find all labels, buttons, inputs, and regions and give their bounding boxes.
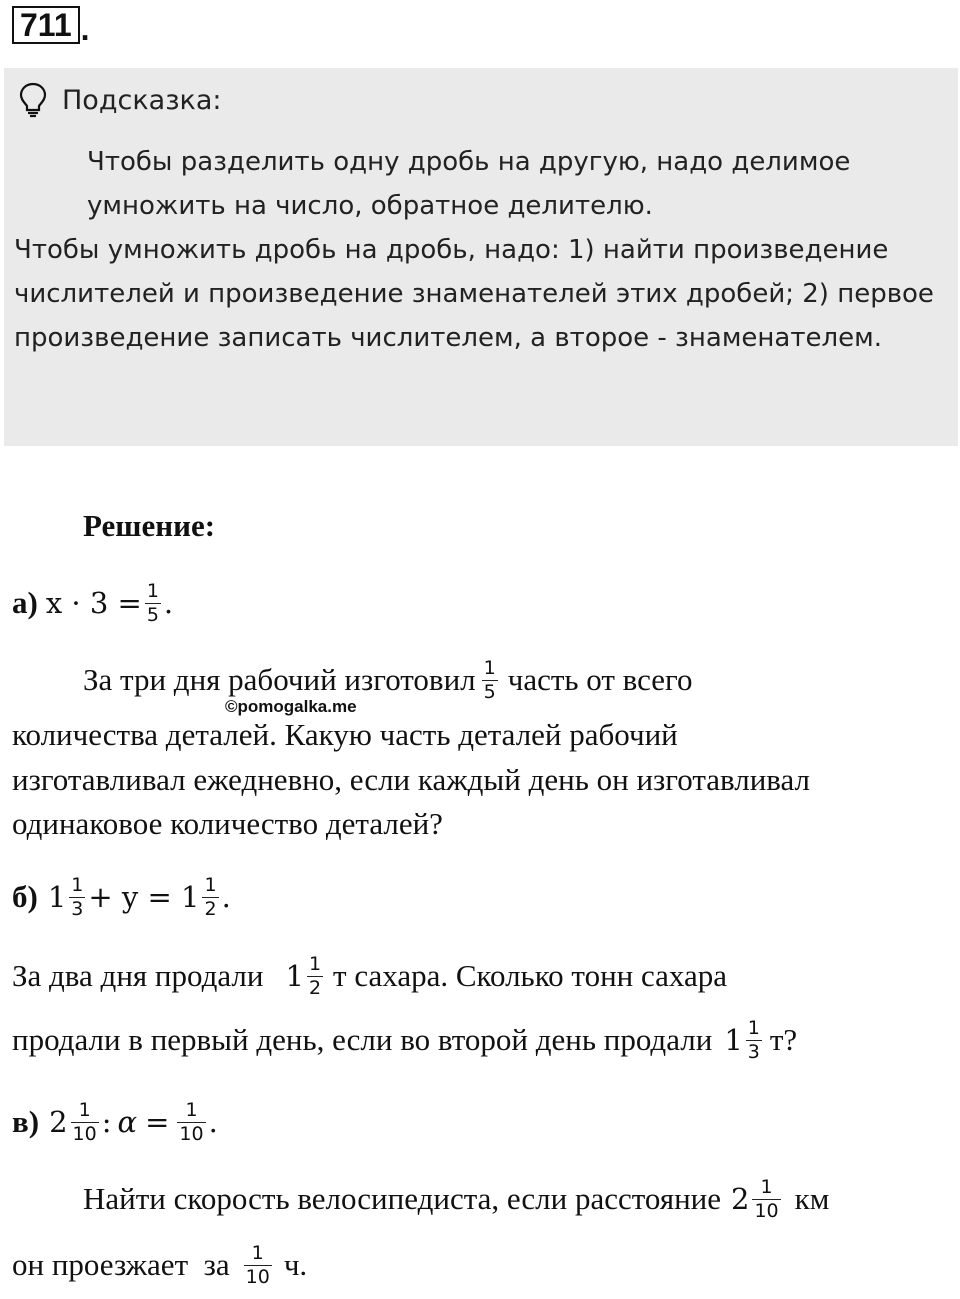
text: продали в первый день, если во второй день продали xyxy=(12,1022,713,1057)
fraction xyxy=(746,1017,762,1064)
fraction-numerator: 1 xyxy=(146,579,159,602)
fraction-numerator: 1 xyxy=(760,1175,773,1198)
variable-alpha: α xyxy=(117,1105,138,1139)
problem-c-line-1 xyxy=(83,1170,829,1228)
whole-number: 1 xyxy=(47,880,67,914)
whole-number: 2 xyxy=(49,1105,68,1139)
equation-b xyxy=(12,870,231,924)
fraction-denominator: 10 xyxy=(245,1265,270,1288)
equals-sign: = xyxy=(145,1105,170,1139)
text: Найти скорость велосипедиста, если расстояние xyxy=(83,1181,722,1216)
whole-number: 1 xyxy=(724,1023,743,1057)
fraction-numerator: 1 xyxy=(185,1098,198,1121)
watermark: ©pomogalka.me xyxy=(225,697,357,716)
problem-b-line-2 xyxy=(12,1012,797,1068)
hint-box xyxy=(4,68,958,446)
fraction xyxy=(71,1099,99,1146)
problem-number-box: 711 xyxy=(12,6,80,44)
fraction-denominator: 10 xyxy=(754,1199,779,1222)
label-a: а) xyxy=(12,585,38,620)
problem-a-line-3: изготавливал ежедневно, если каждый день он изготавливал xyxy=(12,762,811,797)
fraction xyxy=(752,1176,780,1223)
equation-a-lhs: x · 3 = xyxy=(45,586,142,620)
period: . xyxy=(163,586,174,620)
label-b: б) xyxy=(12,879,38,914)
solution-title: Решение: xyxy=(83,508,216,543)
fraction xyxy=(69,874,85,921)
hint-text xyxy=(14,140,944,360)
fraction-numerator: 1 xyxy=(483,656,496,679)
fraction xyxy=(244,1242,272,1289)
label-c: в) xyxy=(12,1104,40,1139)
equation-b-middle: + y = 1 xyxy=(88,880,200,914)
division-sign: : xyxy=(101,1105,112,1139)
hint-title-text: Подсказка: xyxy=(62,84,222,116)
fraction-numerator: 1 xyxy=(204,873,217,896)
period: . xyxy=(208,1105,218,1139)
problem-b-line-1 xyxy=(12,948,727,1004)
fraction-denominator: 2 xyxy=(308,976,322,999)
equation-a xyxy=(12,578,173,628)
whole-number: 2 xyxy=(731,1182,750,1216)
text: он проезжает за xyxy=(12,1247,230,1282)
text: часть от всего xyxy=(507,662,693,697)
problem-number xyxy=(12,6,90,47)
text: км xyxy=(794,1181,830,1216)
fraction-numerator: 1 xyxy=(308,952,322,975)
fraction-denominator: 3 xyxy=(747,1040,760,1063)
problem-number-dot: . xyxy=(80,11,90,47)
equation-c xyxy=(12,1094,218,1150)
fraction-denominator: 5 xyxy=(146,603,159,626)
text: За два дня продали xyxy=(12,958,264,993)
problem-a-line-2: количества деталей. Какую часть деталей рабочий xyxy=(12,717,678,752)
text: т сахара. Сколько тонн сахара xyxy=(333,958,728,993)
problem-c-line-2 xyxy=(12,1236,307,1294)
fraction-numerator: 1 xyxy=(78,1098,91,1121)
hint-paragraph-1: Чтобы разделить одну дробь на другую, надо делимое умножить на число, обратное делителю. xyxy=(87,147,851,221)
text: За три дня рабочий изготовил xyxy=(83,662,476,697)
fraction-denominator: 5 xyxy=(483,680,496,703)
fraction-denominator: 3 xyxy=(71,897,84,920)
problem-a-line-4: одинаковое количество деталей? xyxy=(12,806,443,841)
fraction xyxy=(177,1099,205,1146)
fraction-denominator: 2 xyxy=(204,897,217,920)
fraction-numerator: 1 xyxy=(747,1016,760,1039)
fraction xyxy=(482,657,498,704)
fraction xyxy=(307,953,323,1000)
lightbulb-icon xyxy=(18,82,48,118)
hint-paragraph-2: Чтобы умножить дробь на дробь, надо: 1) найти произведение числителей и произведение знаменателей этих дробей; 2) первое произведение записать числителем, а второе - знаменателем. xyxy=(14,235,934,353)
problem-a-line-1 xyxy=(83,655,692,705)
fraction-numerator: 1 xyxy=(71,873,84,896)
period: . xyxy=(221,880,231,914)
fraction xyxy=(202,874,218,921)
fraction-denominator: 10 xyxy=(72,1122,97,1145)
whole-number: 1 xyxy=(285,959,304,993)
text: т? xyxy=(769,1022,798,1057)
fraction xyxy=(145,580,161,627)
fraction-denominator: 10 xyxy=(179,1122,204,1145)
fraction-numerator: 1 xyxy=(251,1241,264,1264)
hint-title xyxy=(18,80,222,120)
text: ч. xyxy=(283,1247,308,1282)
